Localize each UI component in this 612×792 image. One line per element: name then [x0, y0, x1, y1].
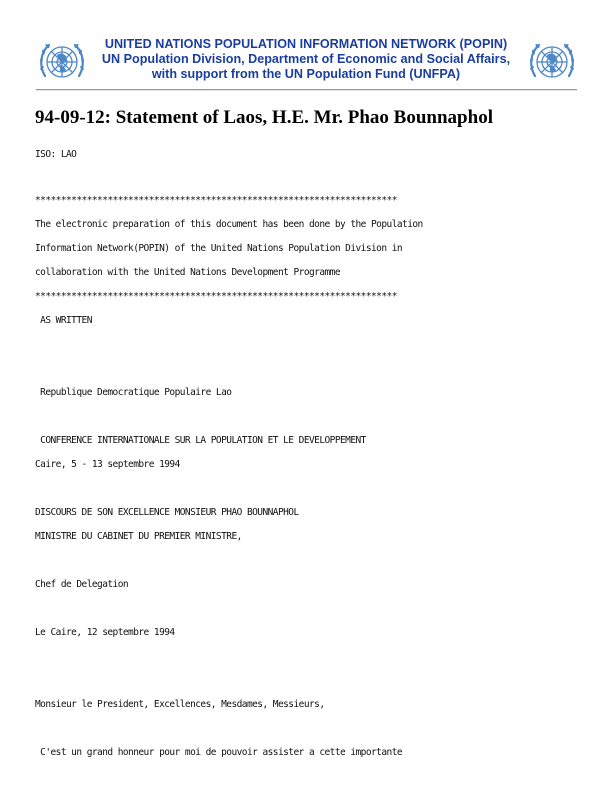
text-line: Monsieur le President, Excellences, Mesdames, Messieurs,	[35, 699, 325, 710]
asterisk-separator: **********************************************************************	[35, 195, 397, 206]
text-line: DISCOURS DE SON EXCELLENCE MONSIEUR PHAO BOUNNAPHOL	[35, 507, 299, 518]
text-line: Chef de Delegation	[35, 579, 129, 590]
text-line: Information Network(POPIN) of the United Nations Population Division in	[35, 243, 403, 254]
text-line: Le Caire, 12 septembre 1994	[35, 627, 175, 638]
org-line-3: with support from the UN Population Fund (UNFPA)	[151, 67, 461, 81]
text-line: AS WRITTEN	[35, 315, 92, 326]
page-header	[0, 0, 612, 92]
un-emblem-icon	[526, 36, 578, 88]
org-line-1: UNITED NATIONS POPULATION INFORMATION NETWORK (POPIN)	[104, 37, 508, 51]
page-title: 94-09-12: Statement of Laos, H.E. Mr. Phao Bounnaphol	[35, 107, 493, 128]
asterisk-separator: **********************************************************************	[35, 291, 397, 302]
text-line: CONFERENCE INTERNATIONALE SUR LA POPULATION ET LE DEVELOPPEMENT	[35, 435, 366, 446]
text-line: MINISTRE DU CABINET DU PREMIER MINISTRE,	[35, 531, 242, 542]
text-line: The electronic preparation of this document has been done by the Population	[35, 219, 423, 230]
org-name-block	[90, 37, 522, 82]
text-line: Caire, 5 - 13 septembre 1994	[35, 459, 180, 470]
org-line-2: UN Population Division, Department of Economic and Social Affairs,	[101, 52, 511, 66]
text-line: C'est un grand honneur pour moi de pouvoir assister a cette importante	[35, 747, 403, 758]
text-line: collaboration with the United Nations Development Programme	[35, 267, 341, 278]
un-emblem-icon	[36, 36, 88, 88]
header-divider	[36, 89, 577, 91]
iso-code-line: ISO: LAO	[35, 149, 77, 160]
text-line: Republique Democratique Populaire Lao	[35, 387, 232, 398]
